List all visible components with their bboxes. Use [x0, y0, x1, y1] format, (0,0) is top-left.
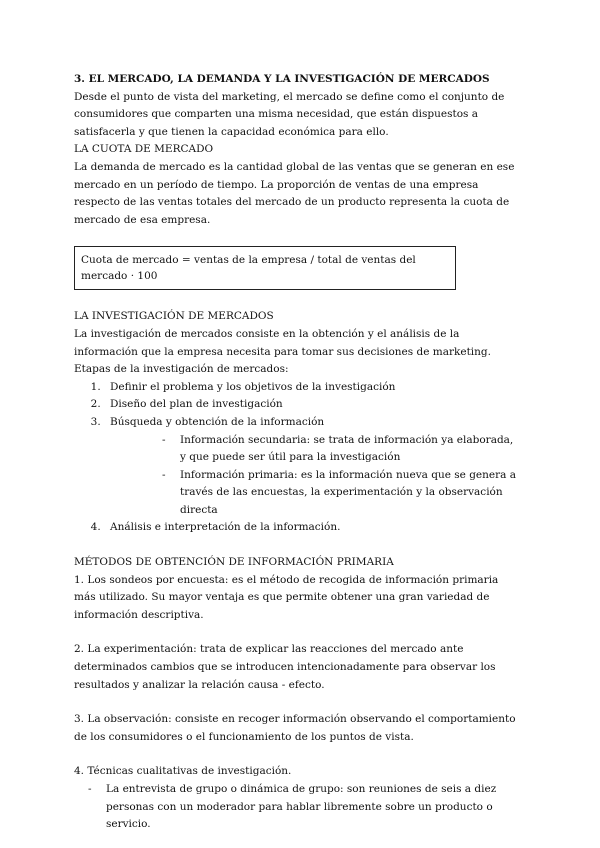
section-title: 3. EL MERCADO, LA DEMANDA Y LA INVESTIGACIÓN DE MERCADOS [74, 73, 490, 85]
metodo-4: 4. Técnicas cualitativas de investigación. [74, 765, 292, 778]
info-type-item: - Información secundaria: se trata de información ya elaborada, y que puede ser útil para la investigación [162, 432, 520, 467]
cuota-formula-box [74, 246, 456, 290]
investigacion-heading: LA INVESTIGACIÓN DE MERCADOS [74, 310, 274, 323]
cuota-paragraph: La demanda de mercado es la cantidad global de las ventas que se generan en ese mercado en un período de tiempo. La proporción de ventas de una empresa respecto de las ventas totales del mercado de un producto representa la cuota de mercado de esa empresa. [74, 160, 515, 226]
metodo-2: 2. La experimentación: trata de explicar las reacciones del mercado ante determinados cambios que se introducen intencionadamente para observar los resultados y analizar la relación causa - efecto. [74, 643, 496, 691]
info-types-list [110, 432, 520, 520]
step-item: 2. Diseño del plan de investigación [104, 396, 520, 414]
info-type-item: - Información primaria: es la información nueva que se genera a través de las encuestas, la experimentación y la observación directa [162, 467, 520, 520]
metodos-heading: MÉTODOS DE OBTENCIÓN DE INFORMACIÓN PRIMARIA [74, 556, 394, 569]
cuota-formula: Cuota de mercado = ventas de la empresa / total de ventas del mercado · 100 [81, 254, 416, 283]
steps-list [74, 379, 520, 537]
cuota-heading: LA CUOTA DE MERCADO [74, 143, 214, 156]
metodo-4-item: - La entrevista de grupo o dinámica de grupo: son reuniones de seis a diez personas con un moderador para hablar libremente sobre un producto o servicio. [88, 781, 520, 834]
metodo-4-list [74, 781, 520, 834]
step-item: 4. Análisis e interpretación de la información. [104, 519, 520, 537]
intro-paragraph: Desde el punto de vista del marketing, el mercado se define como el conjunto de consumidores que comparten una misma necesidad, que están dispuestos a satisfacerla y que tienen la capacidad económica para ello. [74, 90, 505, 138]
metodo-1: 1. Los sondeos por encuesta: es el método de recogida de información primaria más utilizado. Su mayor ventaja es que permite obtener una gran variedad de información descriptiva. [74, 573, 499, 621]
step-item: 3. Búsqueda y obtención de la información - Información secundaria: se trata de información ya elaborada, y que puede ser útil para la investigación - Información primaria: es la información nueva que se genera a través de las encuestas, la experimentación y la observación directa [104, 414, 520, 520]
metodo-3: 3. La observación: consiste en recoger información observando el comportamiento de los consumidores o el funcionamiento de los puntos de vista. [74, 713, 516, 743]
steps-intro: Etapas de la investigación de mercados: [74, 363, 289, 376]
step-item: 1. Definir el problema y los objetivos de la investigación [104, 379, 520, 397]
investigacion-paragraph: La investigación de mercados consiste en la obtención y el análisis de la información que la empresa necesita para tomar sus decisiones de marketing. [74, 327, 491, 358]
